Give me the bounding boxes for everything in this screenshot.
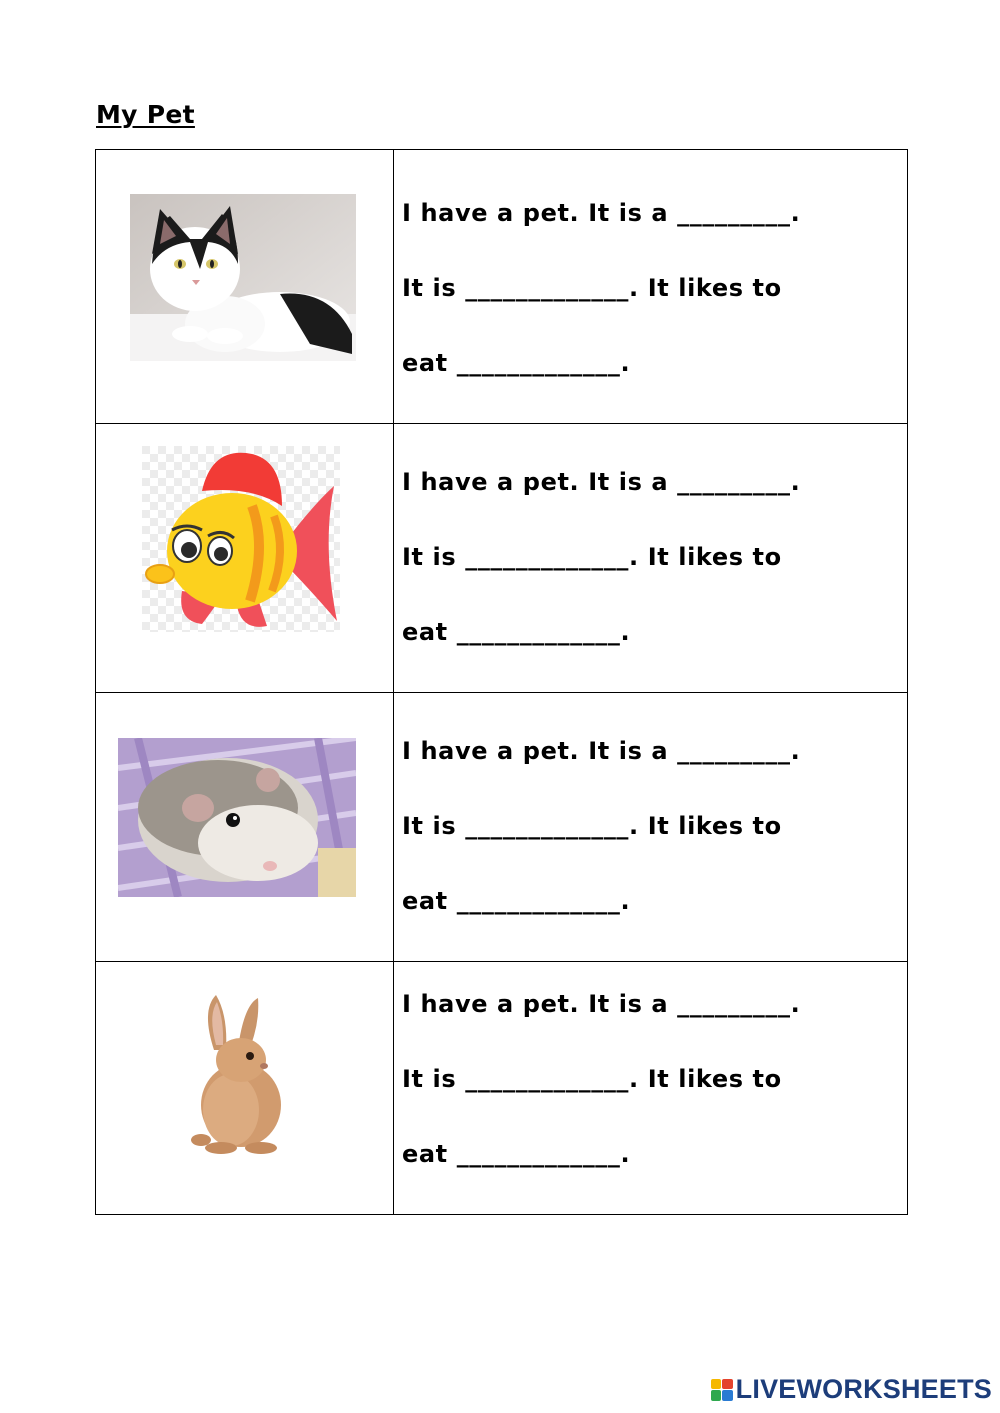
sentence-line-description[interactable]: It is _____________. It likes to xyxy=(402,274,782,302)
hamster-icon xyxy=(118,738,356,897)
picture-cell xyxy=(96,962,394,1215)
table-row xyxy=(96,962,908,1215)
sentence-line-food[interactable]: eat _____________. xyxy=(402,349,631,377)
worksheet-table xyxy=(95,149,908,1215)
sentence-line-food[interactable]: eat _____________. xyxy=(402,618,631,646)
picture-cell xyxy=(96,424,394,693)
logo-square-icon xyxy=(722,1390,733,1401)
table-row xyxy=(96,150,908,424)
logo-mark-icon xyxy=(711,1379,733,1401)
sentence-line-food[interactable]: eat _____________. xyxy=(402,887,631,915)
sentence-line-pet[interactable]: I have a pet. It is a _________. xyxy=(402,468,801,496)
liveworksheets-logo[interactable] xyxy=(711,1374,992,1405)
cat-icon xyxy=(130,194,356,361)
rabbit-icon xyxy=(186,990,286,1155)
sentence-line-pet[interactable]: I have a pet. It is a _________. xyxy=(402,199,801,227)
sentence-line-description[interactable]: It is _____________. It likes to xyxy=(402,543,782,571)
table-row xyxy=(96,424,908,693)
sentence-line-description[interactable]: It is _____________. It likes to xyxy=(402,1065,782,1093)
table-row xyxy=(96,693,908,962)
sentence-line-pet[interactable]: I have a pet. It is a _________. xyxy=(402,737,801,765)
sentence-line-description[interactable]: It is _____________. It likes to xyxy=(402,812,782,840)
sentence-cell xyxy=(394,424,908,693)
picture-cell xyxy=(96,693,394,962)
sentence-line-food[interactable]: eat _____________. xyxy=(402,1140,631,1168)
sentence-cell xyxy=(394,962,908,1215)
logo-square-icon xyxy=(711,1390,722,1401)
sentence-cell xyxy=(394,150,908,424)
logo-square-icon xyxy=(722,1379,733,1390)
page-title: My Pet xyxy=(96,100,195,129)
sentence-cell xyxy=(394,693,908,962)
sentence-line-pet[interactable]: I have a pet. It is a _________. xyxy=(402,990,801,1018)
picture-cell xyxy=(96,150,394,424)
logo-square-icon xyxy=(711,1379,722,1390)
logo-text: LIVEWORKSHEETS xyxy=(735,1374,992,1404)
fish-icon xyxy=(142,446,340,632)
